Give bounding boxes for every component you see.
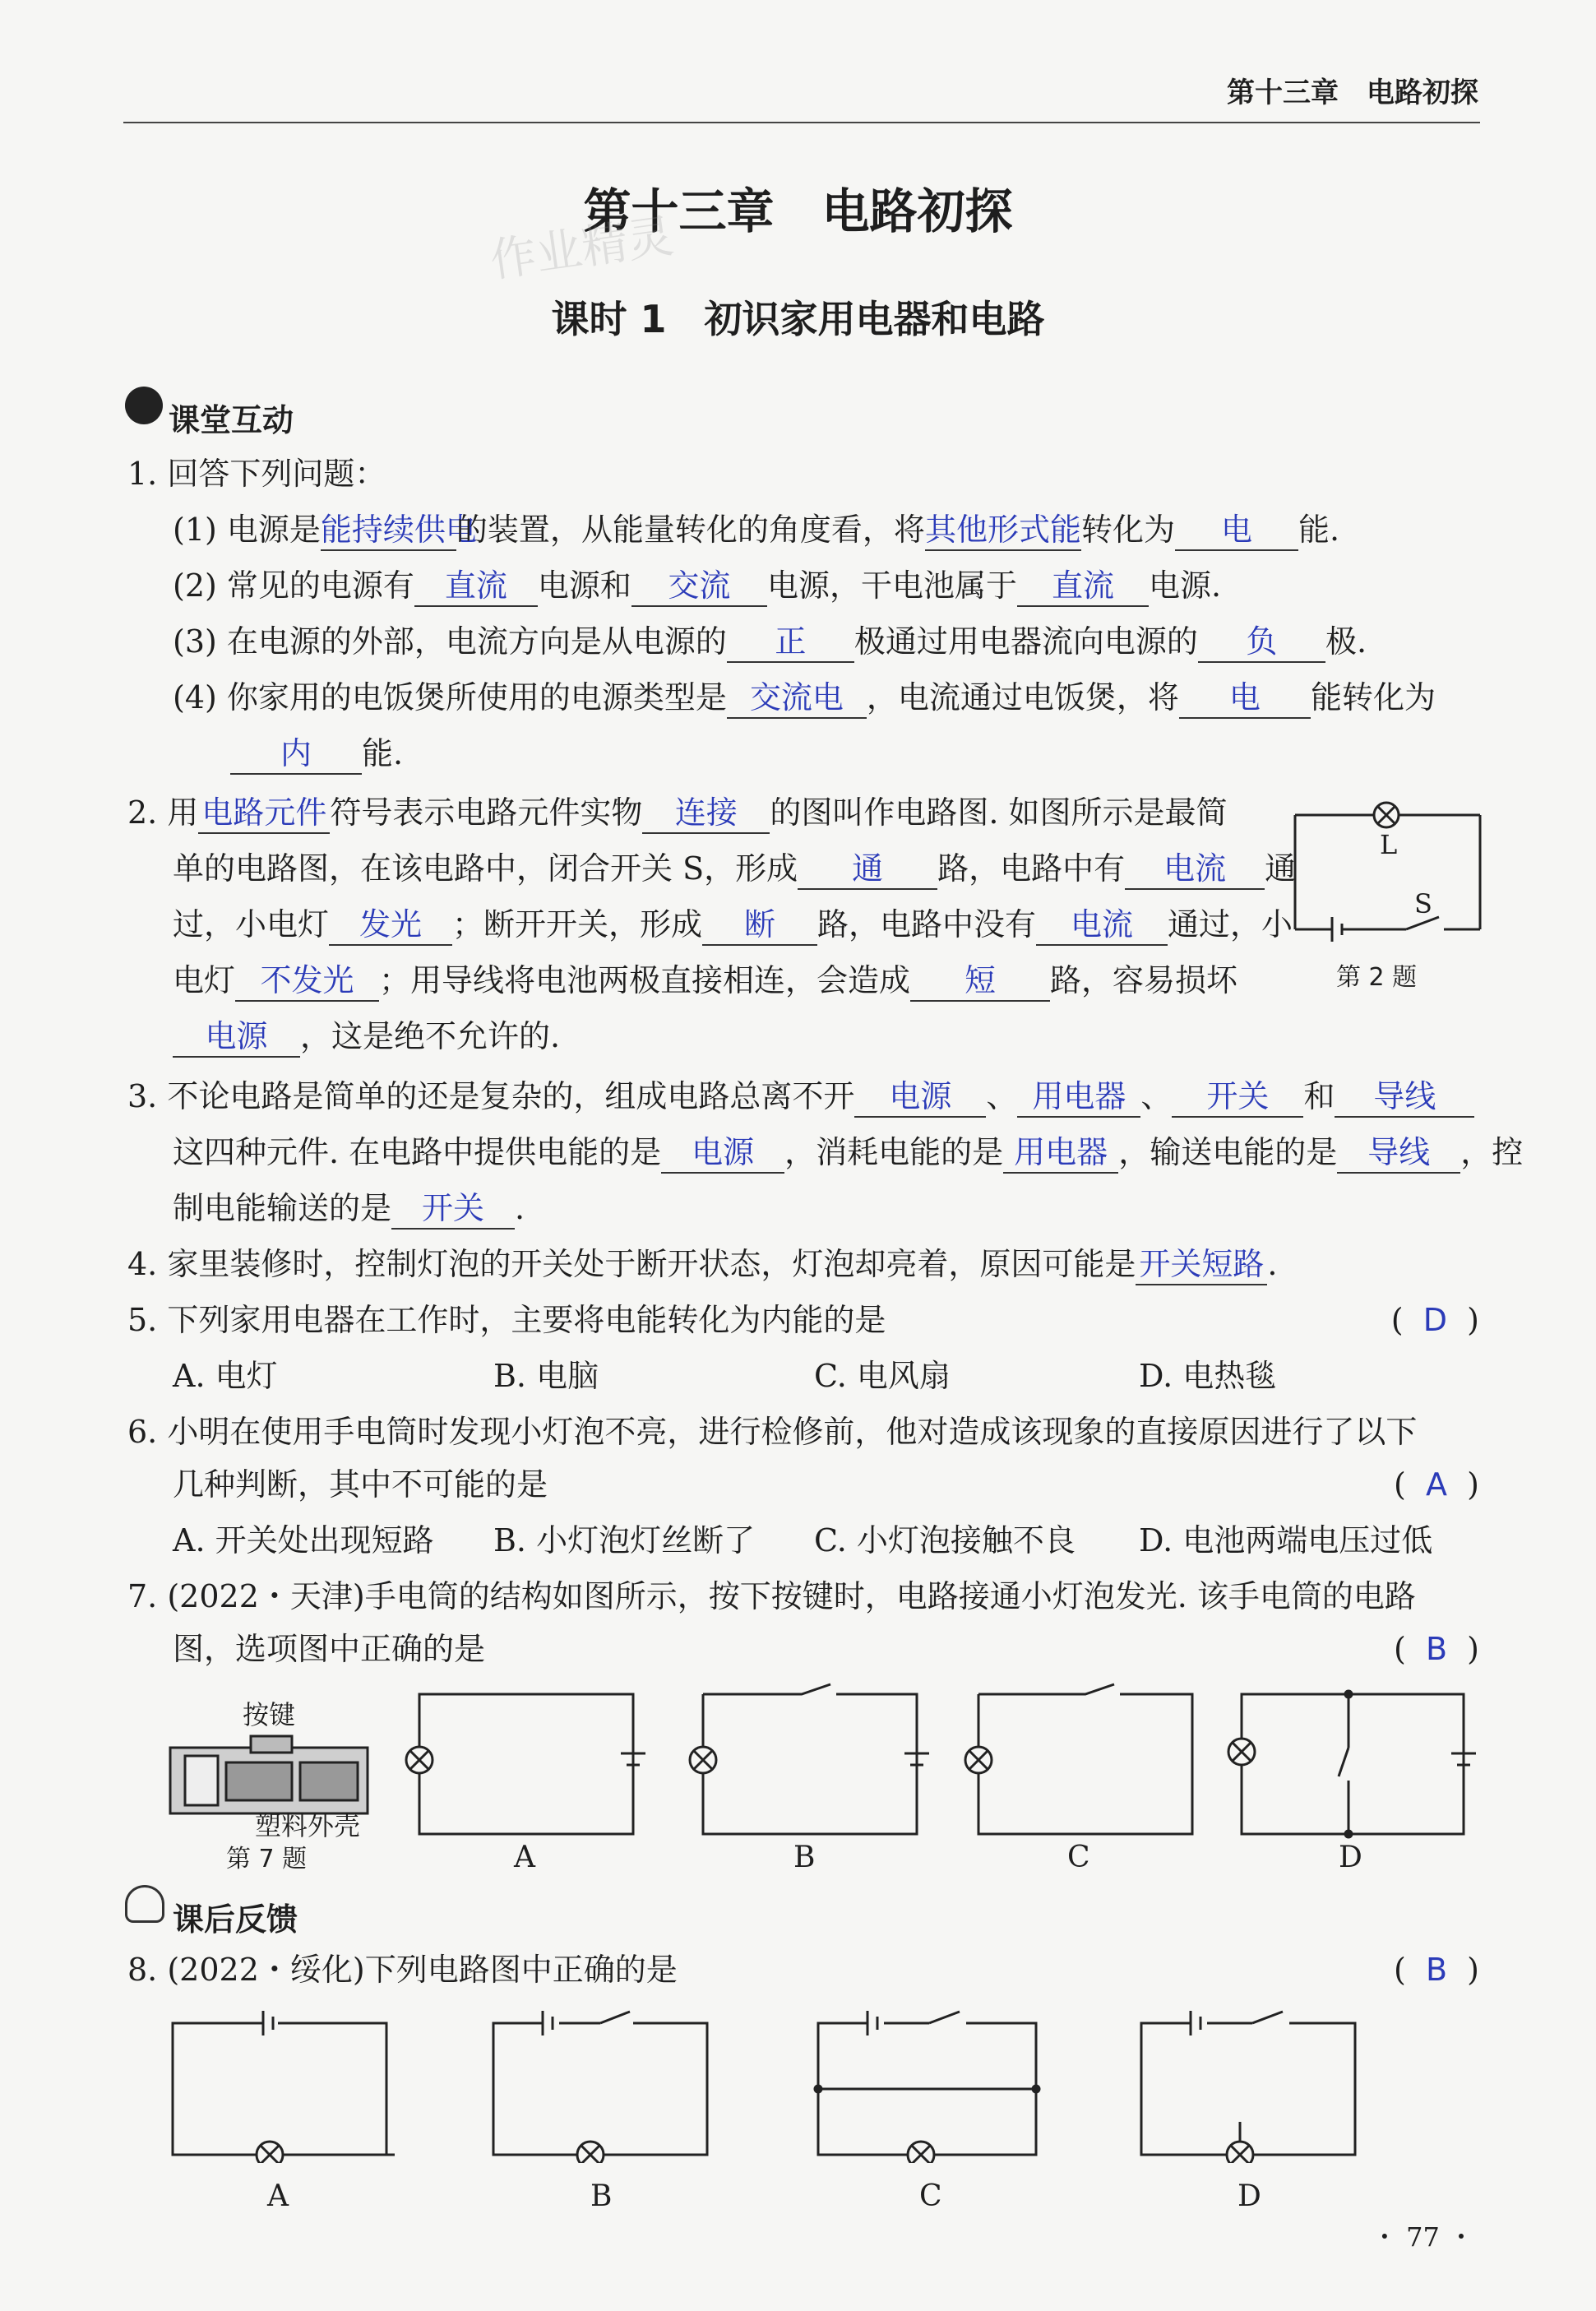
q1-p1-text: 的装置，从能量转化的角度看，将 <box>456 512 925 548</box>
watermark: 作业精灵 <box>487 209 678 289</box>
q2-switch-label: S <box>1414 888 1432 919</box>
q8-stem: 8. (2022・绥化)下列电路图中正确的是 <box>127 1952 678 1988</box>
q2-line5 <box>173 1013 560 1059</box>
q2-text: 符号表示电路元件实物 <box>330 794 643 831</box>
q8-circuit-b <box>485 1998 715 2163</box>
answer-blank: 负 <box>1198 622 1325 663</box>
q7-label-a: A <box>514 1841 535 1874</box>
q1-p3-text: (3) 在电源的外部，电流方向是从电源的 <box>173 623 727 660</box>
q2-text: 通 <box>1265 850 1297 887</box>
answer-blank: 用电器 <box>1017 1077 1140 1118</box>
answer-blank: 短 <box>910 961 1050 1002</box>
q8-circuit-d <box>1133 1998 1363 2163</box>
q3-text: ，控 <box>1460 1134 1524 1170</box>
q2-lamp-label: L <box>1380 829 1398 860</box>
q3-text: 制电能输送的是 <box>173 1190 392 1226</box>
q6-answer: A <box>1426 1466 1448 1503</box>
answer-blank: 发光 <box>329 905 452 946</box>
q6-option-d: D. 电池两端电压过低 <box>1139 1522 1433 1558</box>
q7-circuit-a <box>403 1686 650 1842</box>
answer-blank: 用电器 <box>1003 1132 1118 1174</box>
q8-answer-paren: ( B ) <box>1393 1952 1479 1988</box>
q2-text: 2. 用 <box>127 794 199 831</box>
q2-text: 的图叫作电路图. 如图所示是最简 <box>770 794 1228 831</box>
q5-stem: 5. 下列家用电器在工作时，主要将电能转化为内能的是 <box>127 1302 886 1338</box>
q2-text: 过，小电灯 <box>173 906 330 942</box>
answer-blank: 直流 <box>1017 566 1149 607</box>
q2-line3 <box>173 901 1293 947</box>
lesson-title: 课时 1 初识家用电器和电路 <box>551 297 1045 341</box>
q5-option-d: D. 电热毯 <box>1139 1358 1277 1394</box>
q3-text: 这四种元件. 在电路中提供电能的是 <box>173 1134 662 1170</box>
answer-blank: 通 <box>798 849 937 890</box>
q6-line1: 6. 小明在使用手电筒时发现小灯泡不亮，进行检修前，他对造成该现象的直接原因进行了以下 <box>127 1414 1418 1450</box>
answer-blank: 内 <box>230 734 362 775</box>
q1-p4-text: 能. <box>362 735 404 771</box>
q1-p4-text: 能转化为 <box>1310 679 1436 716</box>
section-icon <box>125 1885 164 1923</box>
q8-label-c: C <box>919 2179 942 2213</box>
q7-line1: 7. (2022・天津)手电筒的结构如图所示，按下按键时，电路接通小灯泡发光. 该手电筒的电路 <box>127 1578 1416 1614</box>
answer-blank: 直流 <box>414 566 538 607</box>
q8-circuit-c <box>810 1998 1048 2163</box>
q3-text: 、 <box>986 1078 1018 1114</box>
q1-p4-text: (4) 你家用的电饭煲所使用的电源类型是 <box>173 679 727 716</box>
answer-blank: 电源 <box>854 1077 986 1118</box>
answer-blank: 电流 <box>1036 905 1168 946</box>
answer-blank: 能持续供电 <box>321 510 456 551</box>
answer-blank: 交流 <box>631 566 767 607</box>
q2-text: 路，电路中没有 <box>817 906 1037 942</box>
q7-answer: B <box>1425 1631 1448 1667</box>
q2-text: ；断开开关，形成 <box>452 906 703 942</box>
q4-text: . <box>1267 1246 1278 1282</box>
answer-blank: 电路元件 <box>198 793 330 834</box>
q7-label-c: C <box>1067 1841 1090 1874</box>
q3-text: ，消耗电能的是 <box>784 1134 1004 1170</box>
answer-blank: 开关短路 <box>1136 1244 1267 1285</box>
q7-figure-label: 第 7 题 <box>226 1845 308 1873</box>
q1-part1 <box>173 507 1339 553</box>
q3-line1 <box>127 1073 1474 1119</box>
section-classroom: 课堂互动 <box>169 402 294 438</box>
q7-circuit-b <box>687 1678 933 1842</box>
q3-text: . <box>515 1190 525 1226</box>
section-after: 课后反馈 <box>173 1901 298 1938</box>
answer-blank: 连接 <box>642 793 770 834</box>
q3-text: 3. 不论电路是简单的还是复杂的，组成电路总离不开 <box>127 1078 855 1114</box>
q1-p2-text: 电源. <box>1148 567 1222 604</box>
q8-label-a: A <box>267 2179 289 2213</box>
q1-p4-text: ，电流通过电饭煲，将 <box>866 679 1179 716</box>
q6-line2: 几种判断，其中不可能的是 <box>173 1466 548 1503</box>
answer-blank: 断 <box>702 905 817 946</box>
q4-text: 4. 家里装修时，控制灯泡的开关处于断开状态，灯泡却亮着，原因可能是 <box>127 1246 1136 1282</box>
answer-blank: 导线 <box>1335 1077 1474 1118</box>
q8-circuit-a <box>164 1998 395 2163</box>
answer-blank: 其他形式能 <box>925 510 1081 551</box>
q1-p3-text: 极. <box>1325 623 1367 660</box>
answer-blank: 交流电 <box>727 678 867 719</box>
q5-option-a: A. 电灯 <box>173 1358 278 1394</box>
running-header: 第十三章 电路初探 <box>1227 76 1478 109</box>
q7-label-b: B <box>793 1841 816 1874</box>
q3-text: ，输送电能的是 <box>1118 1134 1338 1170</box>
q5-answer: D <box>1423 1302 1448 1338</box>
q2-line4 <box>173 957 1237 1003</box>
q1-part3 <box>173 618 1367 665</box>
answer-blank: 电 <box>1179 678 1311 719</box>
answer-blank: 电源 <box>173 1017 300 1058</box>
q7-circuit-d <box>1225 1678 1480 1842</box>
answer-blank: 不发光 <box>235 961 379 1002</box>
q4-line <box>127 1241 1277 1287</box>
q2-line2 <box>173 845 1296 892</box>
answer-blank: 电源 <box>661 1132 784 1174</box>
q1-p2-text: 电源和 <box>537 567 631 604</box>
q2-text: 路，电路中有 <box>937 850 1126 887</box>
chapter-title: 第十三章 电路初探 <box>583 183 1013 239</box>
q8-label-b: B <box>590 2179 613 2213</box>
q1-p1-text: (1) 电源是 <box>173 512 321 548</box>
q1-p1-text: 能. <box>1298 512 1340 548</box>
q1-part4-cont <box>230 730 403 776</box>
q1-p1-text: 转化为 <box>1080 512 1175 548</box>
q8-label-d: D <box>1237 2179 1261 2213</box>
answer-blank: 开关 <box>391 1188 515 1230</box>
q3-text: 和 <box>1303 1078 1335 1114</box>
q1-p3-text: 极通过用电器流向电源的 <box>854 623 1198 660</box>
answer-blank: 电 <box>1175 510 1298 551</box>
q2-text: 路，容易损坏 <box>1050 962 1238 998</box>
q2-text: 电灯 <box>173 962 236 998</box>
q5-answer-paren: ( D ) <box>1390 1302 1479 1338</box>
section-icon <box>125 387 163 424</box>
flashlight-key-label: 按键 <box>243 1699 296 1730</box>
q1-p2-text: (2) 常见的电源有 <box>173 567 414 604</box>
q2-circuit-diagram <box>1283 794 1497 942</box>
q6-answer-paren: ( A ) <box>1394 1466 1479 1503</box>
q7-circuit-c <box>962 1678 1209 1842</box>
q3-line3 <box>173 1185 525 1231</box>
answer-blank: 开关 <box>1172 1077 1303 1118</box>
q2-text: 通过，小 <box>1168 906 1293 942</box>
header-rule <box>123 122 1480 123</box>
q5-option-b: B. 电脑 <box>493 1358 599 1394</box>
answer-blank: 正 <box>727 622 854 663</box>
q1-part2 <box>173 563 1221 609</box>
q8-answer: B <box>1425 1952 1448 1988</box>
q7-answer-paren: ( B ) <box>1393 1631 1479 1667</box>
q2-figure-label: 第 2 题 <box>1336 963 1418 992</box>
q3-text: 、 <box>1140 1078 1173 1114</box>
q7-label-d: D <box>1339 1841 1362 1874</box>
answer-blank: 电流 <box>1125 849 1265 890</box>
flashlight-shell-label: 塑料外壳 <box>255 1810 361 1841</box>
q3-line2 <box>173 1129 1523 1175</box>
q1-p2-text: 电源，干电池属于 <box>766 567 1017 604</box>
q2-line1 <box>127 790 1228 836</box>
q5-option-c: C. 电风扇 <box>814 1358 951 1394</box>
q6-option-c: C. 小灯泡接触不良 <box>814 1522 1076 1558</box>
q1-stem: 1. 回答下列问题： <box>127 456 386 492</box>
q6-option-a: A. 开关处出现短路 <box>173 1522 434 1558</box>
q2-text: 单的电路图，在该电路中，闭合开关 S，形成 <box>173 850 798 887</box>
answer-blank: 导线 <box>1337 1132 1460 1174</box>
q6-option-b: B. 小灯泡灯丝断了 <box>493 1522 756 1558</box>
q1-part4 <box>173 674 1436 720</box>
page-number: ・ 77 ・ <box>1371 2221 1474 2253</box>
q7-line2: 图，选项图中正确的是 <box>173 1631 486 1667</box>
q2-text: ；用导线将电池两极直接相连，会造成 <box>379 962 911 998</box>
q2-text: ，这是绝不允许的. <box>300 1018 561 1054</box>
